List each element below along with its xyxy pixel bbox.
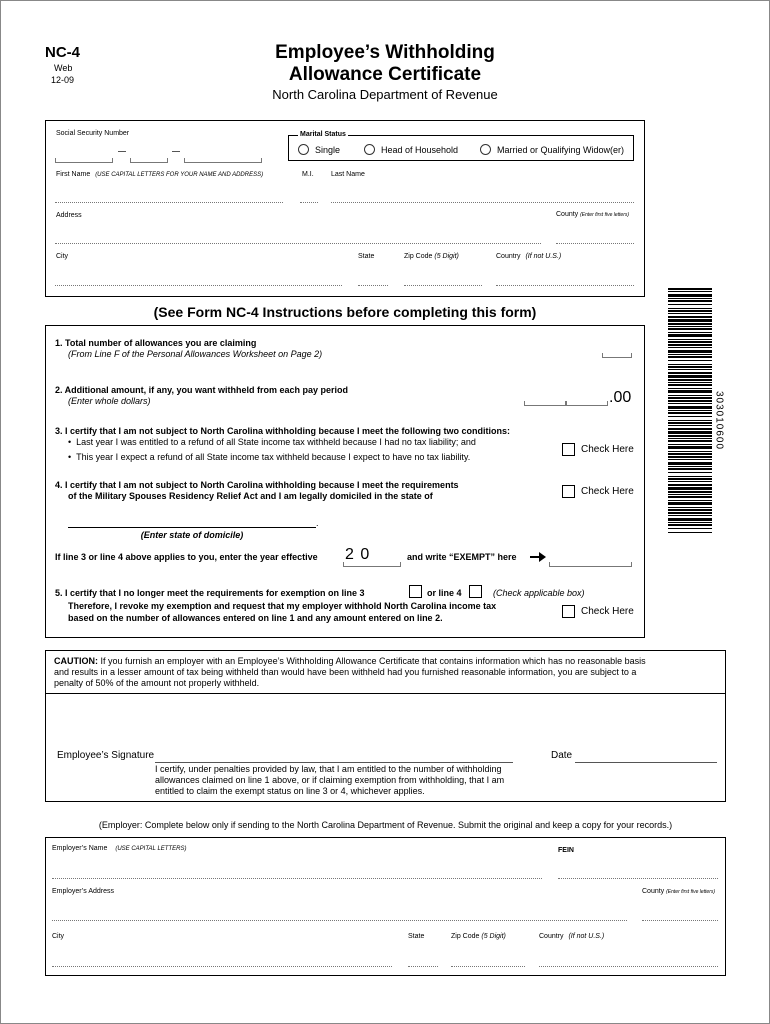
employer-country-field[interactable] — [539, 966, 718, 967]
line5-line4-checkbox[interactable] — [469, 585, 482, 598]
employer-state-label: State — [408, 933, 425, 940]
employer-zip-label: Zip Code (5 Digit) — [451, 933, 506, 940]
employer-state-field[interactable] — [408, 966, 438, 967]
exempt-label: and write “EXEMPT” here — [407, 552, 517, 562]
employer-name-field[interactable] — [52, 878, 542, 879]
county-field[interactable] — [556, 243, 634, 244]
marital-status-label: Marital Status — [300, 131, 346, 138]
last-name-field[interactable] — [331, 202, 634, 203]
year-effective-label: If line 3 or line 4 above applies to you, enter the year effective — [55, 552, 318, 562]
line1-label: 1. Total number of allowances you are claiming — [55, 338, 257, 348]
city-field[interactable] — [55, 285, 342, 286]
form-id: NC-4 — [45, 44, 81, 61]
address-label: Address — [56, 212, 82, 219]
employer-info-box — [45, 837, 726, 976]
exempt-field[interactable] — [549, 562, 632, 567]
county-label: County (Enter first five letters) — [556, 211, 630, 218]
first-name-label: First Name (USE CAPITAL LETTERS FOR YOUR NAME AND ADDRESS) — [56, 171, 264, 178]
first-name-field[interactable] — [55, 202, 283, 203]
head-of-household-label: Head of Household — [381, 145, 459, 155]
line1-note: (From Line F of the Personal Allowances Worksheet on Page 2) — [68, 349, 323, 359]
line3-check-here: Check Here — [581, 444, 634, 455]
line4-label: 4. I certify that I am not subject to North Carolina withholding because I meet the requirements — [55, 480, 459, 490]
form-version-web: Web — [54, 63, 73, 73]
date-label: Date — [551, 750, 573, 761]
employer-city-label: City — [52, 933, 65, 940]
employer-county-label: County (Enter first five letters) — [642, 888, 716, 895]
signature-label: Employee’s Signature — [57, 750, 155, 761]
mi-label: M.I. — [302, 171, 314, 178]
line5-check-here: Check Here — [581, 606, 634, 617]
zip-label: Zip Code (5 Digit) — [404, 253, 459, 260]
signature-field[interactable] — [155, 762, 513, 763]
line5-text-3: based on the number of allowances entered on line 1 and any amount entered on line 2. — [68, 613, 443, 623]
line2-label: 2. Additional amount, if any, you want withheld from each pay period — [55, 385, 349, 395]
domicile-state-field[interactable] — [68, 527, 316, 528]
line5-line3-checkbox[interactable] — [409, 585, 422, 598]
domicile-label: (Enter state of domicile) — [140, 530, 244, 540]
state-label: State — [358, 253, 375, 260]
line4-checkbox[interactable] — [562, 485, 575, 498]
line3-condition-1: • Last year I was entitled to a refund of all State income tax withheld because I had no tax liability; and — [68, 437, 476, 447]
mi-field[interactable] — [300, 202, 318, 203]
line1-allowances-field[interactable] — [602, 353, 632, 358]
line5-or-line4: or line 4 — [427, 588, 462, 598]
caution-text: CAUTION: If you furnish an employer with an Employee’s Withholding Allowance Certificate that contains information which has no reasonable basis and results in a lesser amount of tax being withheld than would have been withheld had you furnished reasonable information, you are subject to a penalty of 50% of the amount not properly withheld. — [54, 656, 646, 688]
line3-checkbox[interactable] — [562, 443, 575, 456]
employer-zip-field[interactable] — [451, 966, 525, 967]
line5-checkbox[interactable] — [562, 605, 575, 618]
country-field[interactable] — [496, 285, 634, 286]
instructions-banner: (See Form NC-4 Instructions before completing this form) — [153, 304, 537, 320]
fein-field[interactable] — [558, 878, 718, 879]
employer-note: (Employer: Complete below only if sending to the North Carolina Department of Revenue. Submit the original and keep a copy for your records.) — [98, 820, 673, 830]
married-radio[interactable] — [480, 144, 491, 155]
caution-divider — [45, 693, 726, 694]
date-field[interactable] — [575, 762, 717, 763]
employer-address-label: Employer’s Address — [52, 888, 114, 895]
line3-label: 3. I certify that I am not subject to North Carolina withholding because I meet the following two conditions: — [55, 426, 511, 436]
employer-country-label: Country (If not U.S.) — [539, 933, 605, 940]
line2-cents: .00 — [609, 389, 632, 406]
certification-text: I certify, under penalties provided by law, that I am entitled to the number of withholding allowances claimed on line 1 above, or if claiming exemption from withholding, that I am entitled to claim the exempt status on line 3 or 4, whichever applies. — [155, 764, 505, 796]
line5-check-applicable: (Check applicable box) — [493, 588, 585, 598]
year-effective-field[interactable] — [343, 562, 401, 567]
city-label: City — [56, 253, 69, 260]
line5-label: 5. I certify that I no longer meet the requirements for exemption on line 3 — [55, 588, 365, 598]
state-field[interactable] — [358, 285, 388, 286]
employer-address-field[interactable] — [52, 920, 627, 921]
arrow-right-icon — [529, 551, 547, 563]
line3-condition-2: • This year I expect a refund of all State income tax withheld because I expect to have no tax liability. — [68, 452, 471, 462]
ssn-label: Social Security Number — [56, 130, 130, 137]
form-title: Employee’s Withholding Allowance Certificate — [275, 42, 495, 85]
head-of-household-radio[interactable] — [364, 144, 375, 155]
department-name: North Carolina Department of Revenue — [272, 87, 498, 102]
barcode — [668, 288, 712, 534]
employer-city-field[interactable] — [52, 966, 392, 967]
line5-text-2: Therefore, I revoke my exemption and request that my employer withhold North Carolina income tax — [68, 601, 497, 611]
last-name-label: Last Name — [331, 171, 365, 178]
employer-name-label: Employer’s Name (USE CAPITAL LETTERS) — [52, 845, 187, 852]
domicile-period: . — [316, 518, 319, 528]
form-version-date: 12-09 — [51, 75, 75, 85]
married-label: Married or Qualifying Widow(er) — [497, 145, 625, 155]
single-label: Single — [315, 145, 341, 155]
fein-label: FEIN — [558, 847, 574, 854]
line2-note: (Enter whole dollars) — [68, 396, 151, 406]
address-field[interactable] — [55, 243, 541, 244]
country-label: Country (If not U.S.) — [496, 253, 562, 260]
line4-check-here: Check Here — [581, 486, 634, 497]
year-prefix: 2 0 — [345, 546, 371, 563]
line4-label-2: of the Military Spouses Residency Relief Act and I am legally domiciled in the state of — [68, 491, 433, 501]
barcode-number: 303010600 — [713, 390, 725, 451]
zip-field[interactable] — [404, 285, 482, 286]
single-radio[interactable] — [298, 144, 309, 155]
employer-county-field[interactable] — [642, 920, 718, 921]
